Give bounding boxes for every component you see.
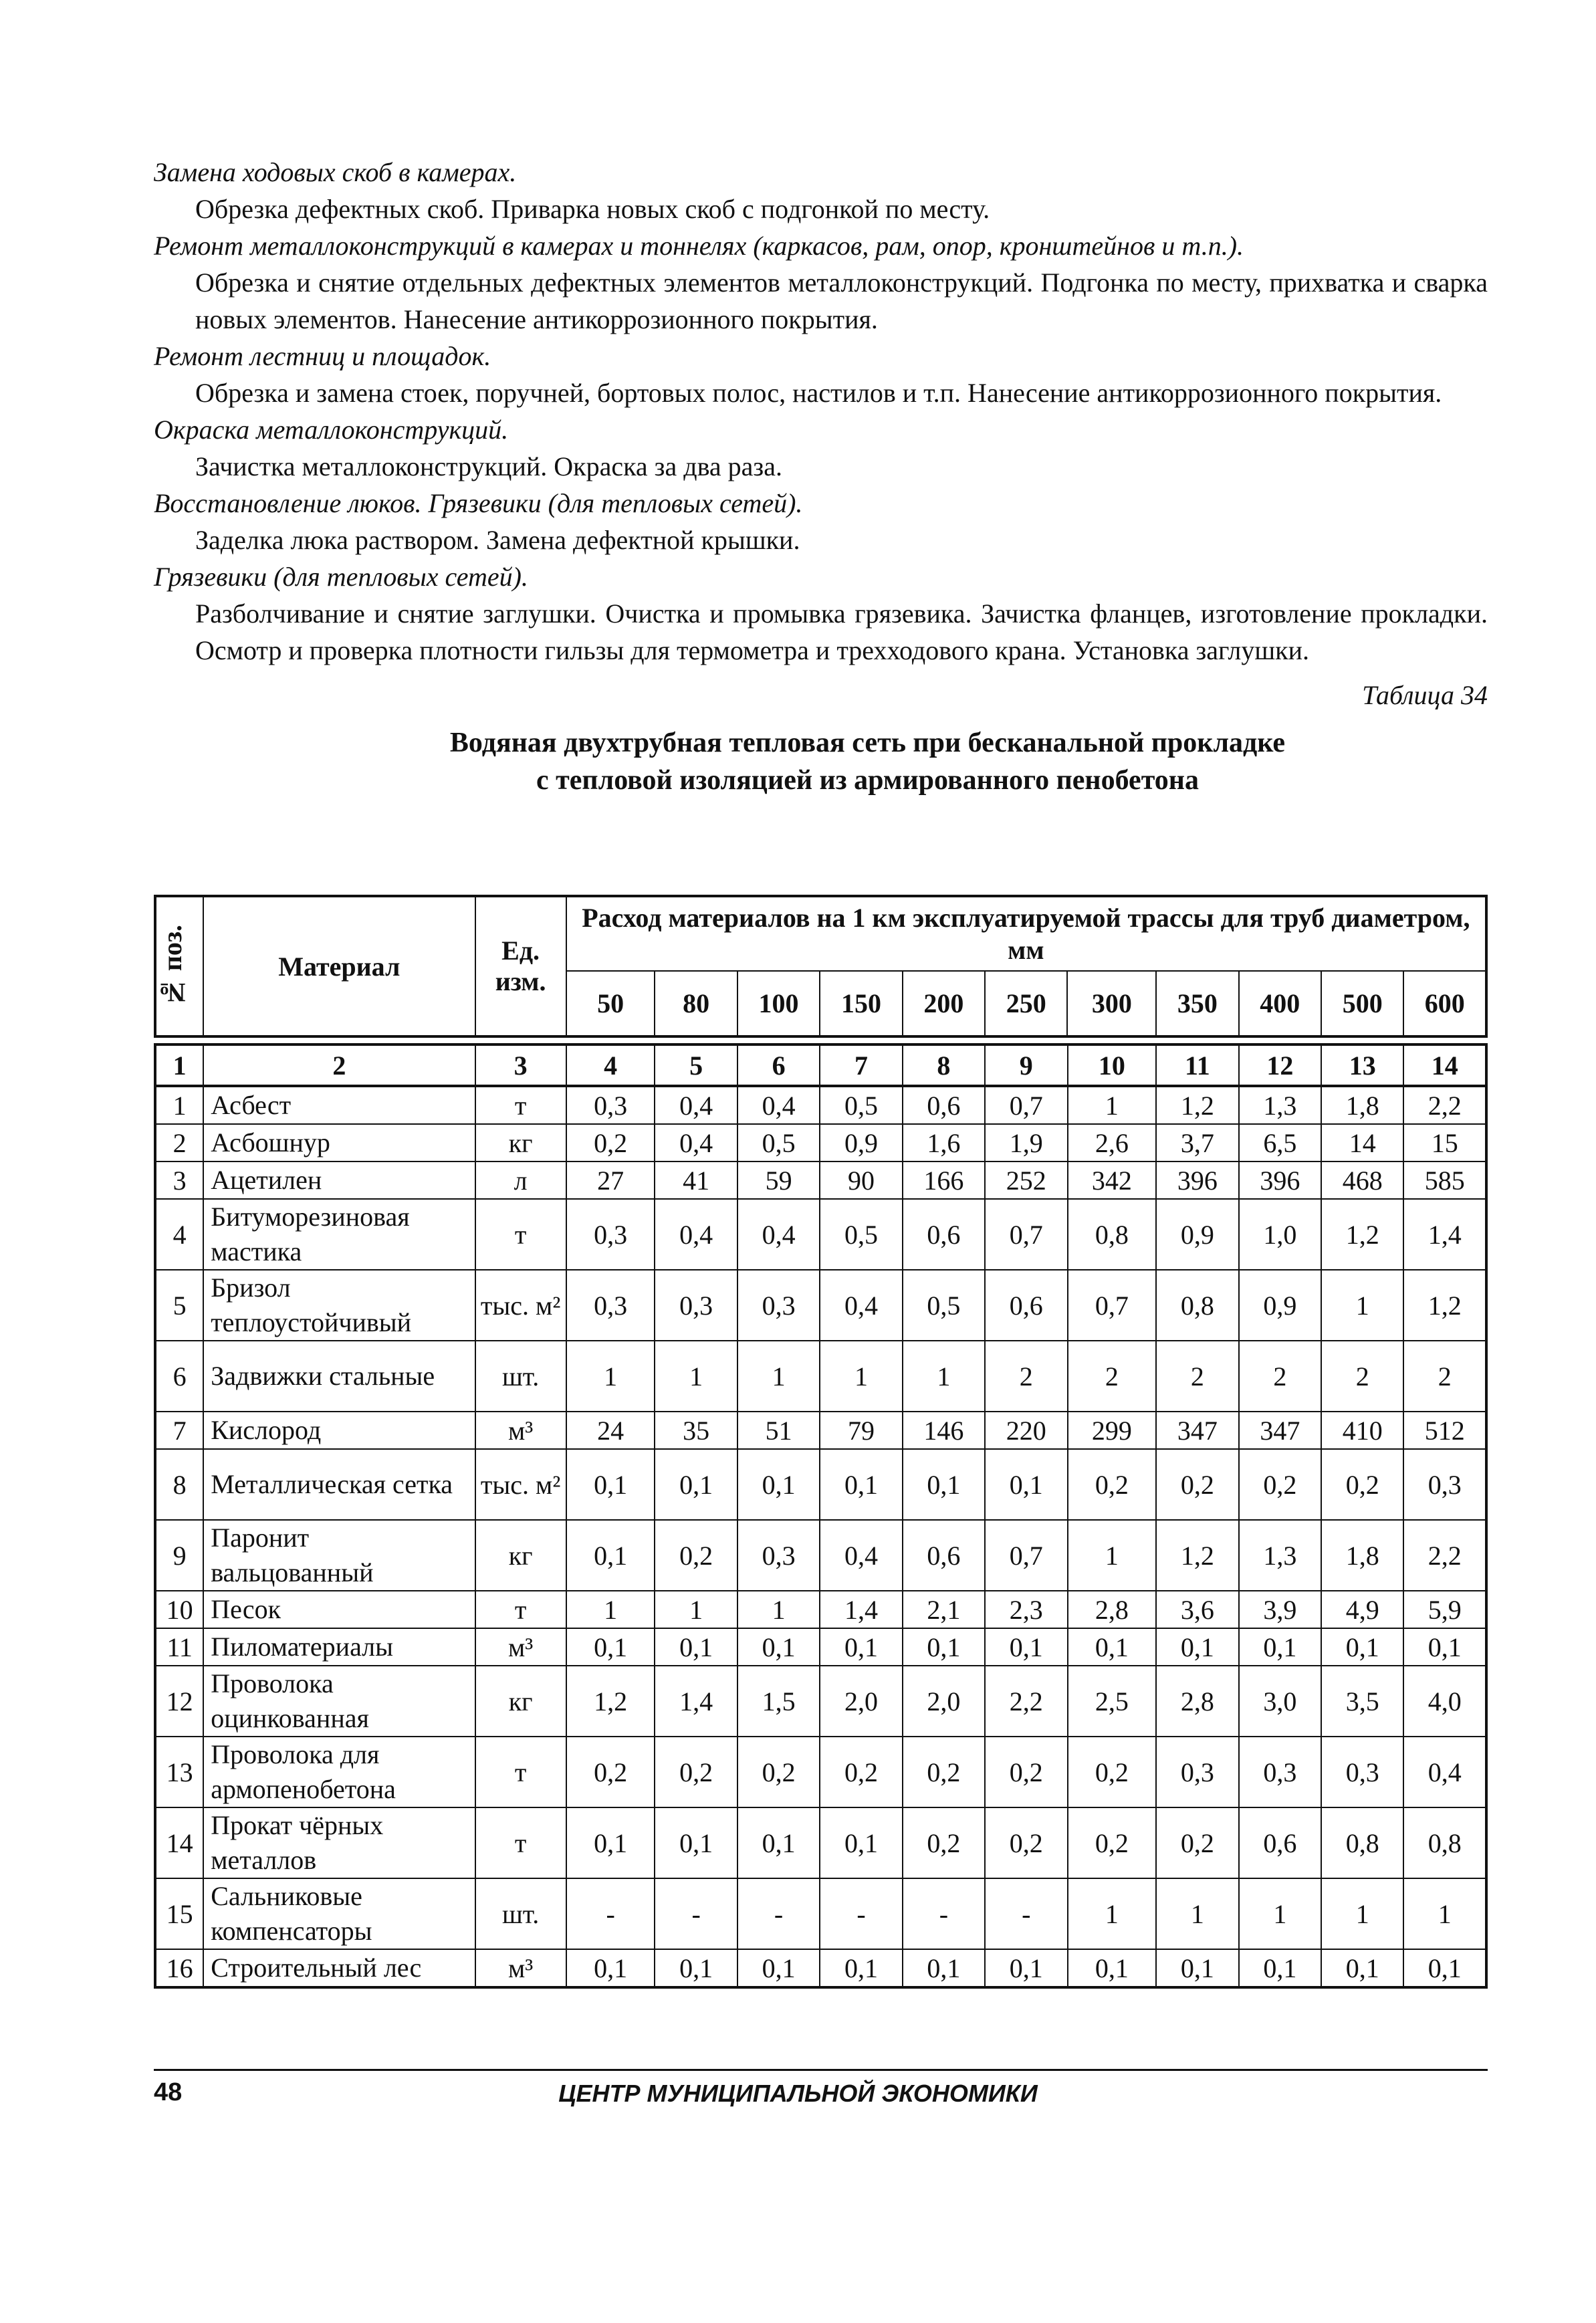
row-value: 0,1: [903, 1449, 985, 1520]
row-value: 166: [903, 1162, 985, 1199]
row-value: 0,1: [1321, 1628, 1403, 1666]
row-position: 5: [155, 1270, 203, 1341]
table-row: [155, 1591, 1486, 1628]
table-header: [154, 895, 1488, 1038]
row-value: 0,1: [820, 1449, 902, 1520]
row-value: 1: [1321, 1878, 1403, 1949]
row-value: 2: [1403, 1341, 1486, 1412]
row-value: 1,6: [903, 1124, 985, 1162]
row-value: 0,1: [1321, 1949, 1403, 1987]
row-value: 0,3: [737, 1270, 820, 1341]
row-value: 1,4: [655, 1666, 737, 1737]
row-value: 0,3: [1156, 1737, 1238, 1807]
row-value: 41: [655, 1162, 737, 1199]
row-value: 0,3: [1403, 1449, 1486, 1520]
row-material: Строительный лес: [203, 1949, 475, 1987]
footer-divider: [154, 2069, 1488, 2071]
row-value: 2,6: [1068, 1124, 1157, 1162]
row-value: 1,0: [1239, 1199, 1321, 1270]
row-value: 0,8: [1321, 1807, 1403, 1878]
column-number: 6: [737, 1044, 820, 1086]
header-diameter: 400: [1239, 971, 1321, 1036]
row-position: 8: [155, 1449, 203, 1520]
row-value: -: [985, 1878, 1067, 1949]
row-value: 35: [655, 1412, 737, 1449]
row-value: 1,4: [1403, 1199, 1486, 1270]
row-value: 342: [1068, 1162, 1157, 1199]
table-row: [155, 1412, 1486, 1449]
header-consumption-group: Расход материалов на 1 км эксплуатируемой трассы для труб диаметром, мм: [566, 896, 1486, 971]
row-value: 1: [820, 1341, 902, 1412]
header-unit: Ед. изм.: [475, 896, 566, 1036]
row-value: 146: [903, 1412, 985, 1449]
row-value: -: [903, 1878, 985, 1949]
row-material: Задвижки стальные: [203, 1341, 475, 1412]
row-value: 0,1: [1403, 1628, 1486, 1666]
row-value: 0,2: [1068, 1807, 1157, 1878]
row-value: 252: [985, 1162, 1067, 1199]
row-value: 3,9: [1239, 1591, 1321, 1628]
row-material: Бризол теплоустойчивый: [203, 1270, 475, 1341]
header-position-number: № поз.: [155, 896, 203, 1036]
header-diameter: 150: [820, 971, 902, 1036]
row-value: 0,4: [737, 1199, 820, 1270]
row-value: 1,5: [737, 1666, 820, 1737]
row-value: 0,4: [737, 1086, 820, 1124]
row-position: 10: [155, 1591, 203, 1628]
row-unit: т: [475, 1199, 566, 1270]
row-value: 1: [1068, 1878, 1157, 1949]
row-value: -: [737, 1878, 820, 1949]
row-value: 0,1: [737, 1949, 820, 1987]
row-value: 0,1: [566, 1807, 655, 1878]
row-value: 0,1: [737, 1449, 820, 1520]
row-material: Песок: [203, 1591, 475, 1628]
row-value: 0,2: [1156, 1449, 1238, 1520]
row-value: 0,5: [820, 1199, 902, 1270]
row-value: 0,7: [985, 1520, 1067, 1591]
row-value: 0,2: [985, 1737, 1067, 1807]
row-unit: кг: [475, 1124, 566, 1162]
row-value: 0,1: [655, 1628, 737, 1666]
row-value: 220: [985, 1412, 1067, 1449]
row-unit: т: [475, 1591, 566, 1628]
row-value: 0,6: [985, 1270, 1067, 1341]
header-diameter: 300: [1067, 971, 1156, 1036]
table-row: [155, 1270, 1486, 1341]
row-value: 2,8: [1068, 1591, 1157, 1628]
row-value: 0,2: [566, 1124, 655, 1162]
row-value: 0,1: [903, 1628, 985, 1666]
row-value: 1: [903, 1341, 985, 1412]
row-value: 3,5: [1321, 1666, 1403, 1737]
row-value: 0,1: [566, 1449, 655, 1520]
row-value: 59: [737, 1162, 820, 1199]
row-value: 1: [1239, 1878, 1321, 1949]
row-value: 0,5: [737, 1124, 820, 1162]
table-row: [155, 1949, 1486, 1987]
row-value: 0,8: [1403, 1807, 1486, 1878]
column-number: 8: [903, 1044, 985, 1086]
row-value: 0,1: [655, 1949, 737, 1987]
row-unit: тыс. м²: [475, 1270, 566, 1341]
section-heading: Грязевики (для тепловых сетей).: [154, 562, 528, 592]
row-value: 1,8: [1321, 1086, 1403, 1124]
row-value: 0,2: [566, 1737, 655, 1807]
row-material: Ацетилен: [203, 1162, 475, 1199]
column-number: 10: [1068, 1044, 1157, 1086]
row-position: 12: [155, 1666, 203, 1737]
row-position: 3: [155, 1162, 203, 1199]
row-value: 3,6: [1156, 1591, 1238, 1628]
table-title-line-1: Водяная двухтрубная тепловая сеть при бесканальной прокладке: [449, 728, 1286, 758]
row-value: 3,0: [1239, 1666, 1321, 1737]
row-value: 0,3: [566, 1199, 655, 1270]
row-position: 7: [155, 1412, 203, 1449]
column-number: 9: [985, 1044, 1067, 1086]
row-value: 0,1: [655, 1449, 737, 1520]
column-number: 1: [155, 1044, 203, 1086]
header-diameter: 250: [985, 971, 1067, 1036]
row-value: 0,8: [1068, 1199, 1157, 1270]
row-value: 2: [1156, 1341, 1238, 1412]
row-value: 0,2: [1239, 1449, 1321, 1520]
row-position: 14: [155, 1807, 203, 1878]
row-value: 51: [737, 1412, 820, 1449]
row-value: 0,1: [1239, 1628, 1321, 1666]
row-value: 4,0: [1403, 1666, 1486, 1737]
row-value: 0,1: [566, 1520, 655, 1591]
row-value: 0,3: [1321, 1737, 1403, 1807]
row-value: 347: [1156, 1412, 1238, 1449]
row-value: 0,2: [1068, 1449, 1157, 1520]
row-value: 0,4: [820, 1270, 902, 1341]
row-value: 15: [1403, 1124, 1486, 1162]
row-value: 0,2: [737, 1737, 820, 1807]
table-row: [155, 1162, 1486, 1199]
table-row: [155, 1520, 1486, 1591]
row-value: 1,4: [820, 1591, 902, 1628]
row-unit: тыс. м²: [475, 1449, 566, 1520]
row-value: 0,1: [566, 1628, 655, 1666]
row-position: 9: [155, 1520, 203, 1591]
column-number: 2: [203, 1044, 475, 1086]
row-value: 0,1: [985, 1949, 1067, 1987]
row-value: 2,2: [985, 1666, 1067, 1737]
row-value: 90: [820, 1162, 902, 1199]
row-position: 1: [155, 1086, 203, 1124]
row-position: 11: [155, 1628, 203, 1666]
row-value: 1,3: [1239, 1520, 1321, 1591]
row-unit: кг: [475, 1520, 566, 1591]
table-row: [155, 1449, 1486, 1520]
row-value: 2: [1068, 1341, 1157, 1412]
row-value: 2,0: [820, 1666, 902, 1737]
row-material: Проволока для армопенобетона: [203, 1737, 475, 1807]
row-value: 347: [1239, 1412, 1321, 1449]
header-diameter: 600: [1403, 971, 1486, 1036]
row-material: Асбошнур: [203, 1124, 475, 1162]
row-value: 0,1: [1068, 1628, 1157, 1666]
row-value: 2,2: [1403, 1086, 1486, 1124]
row-value: 0,5: [903, 1270, 985, 1341]
row-value: 0,3: [1239, 1737, 1321, 1807]
row-value: 27: [566, 1162, 655, 1199]
row-material: Паронит вальцованный: [203, 1520, 475, 1591]
row-value: 6,5: [1239, 1124, 1321, 1162]
row-material: Сальниковые компенсаторы: [203, 1878, 475, 1949]
row-unit: м³: [475, 1628, 566, 1666]
header-diameter: 100: [737, 971, 820, 1036]
row-value: 585: [1403, 1162, 1486, 1199]
row-value: 0,1: [566, 1949, 655, 1987]
row-value: 0,2: [655, 1520, 737, 1591]
row-value: -: [655, 1878, 737, 1949]
row-value: 1: [1068, 1520, 1157, 1591]
row-value: 0,3: [566, 1270, 655, 1341]
row-value: 1,3: [1239, 1086, 1321, 1124]
materials-table: [154, 1043, 1488, 1989]
row-value: 2,3: [985, 1591, 1067, 1628]
table-caption: Таблица 34: [1362, 680, 1488, 710]
row-value: 14: [1321, 1124, 1403, 1162]
row-value: 0,4: [655, 1199, 737, 1270]
row-material: Асбест: [203, 1086, 475, 1124]
column-number-row: [155, 1044, 1486, 1086]
header-material: Материал: [203, 896, 475, 1036]
row-value: 0,5: [820, 1086, 902, 1124]
row-value: 0,7: [1068, 1270, 1157, 1341]
row-value: 0,1: [1068, 1949, 1157, 1987]
section-heading: Ремонт лестниц и площадок.: [154, 341, 491, 371]
row-value: 1: [1156, 1878, 1238, 1949]
row-value: 2: [1239, 1341, 1321, 1412]
row-material: Металлическая сетка: [203, 1449, 475, 1520]
column-number: 14: [1403, 1044, 1486, 1086]
row-value: 0,2: [820, 1737, 902, 1807]
row-value: 2,1: [903, 1591, 985, 1628]
row-material: Пиломатериалы: [203, 1628, 475, 1666]
row-value: 1,2: [1156, 1086, 1238, 1124]
row-position: 4: [155, 1199, 203, 1270]
table-row: [155, 1628, 1486, 1666]
row-value: -: [820, 1878, 902, 1949]
row-value: 1: [655, 1591, 737, 1628]
row-material: Кислород: [203, 1412, 475, 1449]
section-body: Заделка люка раствором. Замена дефектной крышки.: [195, 525, 800, 555]
row-value: 1,8: [1321, 1520, 1403, 1591]
row-value: 0,3: [655, 1270, 737, 1341]
row-value: 1: [1321, 1270, 1403, 1341]
row-value: 0,6: [903, 1520, 985, 1591]
section-heading: Замена ходовых скоб в камерах.: [154, 157, 517, 187]
table-row: [155, 1807, 1486, 1878]
row-value: 0,9: [1239, 1270, 1321, 1341]
row-value: 2: [985, 1341, 1067, 1412]
row-value: 0,3: [566, 1086, 655, 1124]
row-unit: т: [475, 1086, 566, 1124]
row-value: 0,1: [1403, 1949, 1486, 1987]
row-position: 13: [155, 1737, 203, 1807]
column-number: 13: [1321, 1044, 1403, 1086]
row-unit: т: [475, 1807, 566, 1878]
row-unit: кг: [475, 1666, 566, 1737]
section-body: Обрезка и снятие отдельных дефектных элементов металлоконструкций. Подгонка по месту, прихватка и сварка новых элементов. Нанесение антикоррозионного покрытия.: [195, 267, 1488, 334]
row-value: 0,6: [1239, 1807, 1321, 1878]
table-title-line-2: с тепловой изоляцией из армированного пенобетона: [536, 765, 1199, 796]
row-value: 0,9: [1156, 1199, 1238, 1270]
column-number: 12: [1239, 1044, 1321, 1086]
row-value: 299: [1068, 1412, 1157, 1449]
table-row: [155, 1124, 1486, 1162]
row-value: 0,2: [655, 1737, 737, 1807]
table-title: [154, 724, 1488, 799]
row-value: 0,1: [1156, 1628, 1238, 1666]
row-value: 0,7: [985, 1086, 1067, 1124]
row-value: 0,7: [985, 1199, 1067, 1270]
row-value: 0,2: [985, 1807, 1067, 1878]
table-row: [155, 1666, 1486, 1737]
row-value: 396: [1239, 1162, 1321, 1199]
row-material: Проволока оцинкованная: [203, 1666, 475, 1737]
table-row: [155, 1086, 1486, 1124]
header-diameter: 50: [566, 971, 655, 1036]
row-value: 1: [566, 1341, 655, 1412]
section-heading: Ремонт металлоконструкций в камерах и тоннелях (каркасов, рам, опор, кронштейнов и т.п.).: [154, 231, 1244, 261]
header-diameter: 350: [1156, 971, 1238, 1036]
row-value: 0,1: [903, 1949, 985, 1987]
row-value: 0,1: [737, 1807, 820, 1878]
row-value: 0,1: [820, 1628, 902, 1666]
row-value: 1: [1068, 1086, 1157, 1124]
row-value: 2,2: [1403, 1520, 1486, 1591]
row-value: 0,3: [737, 1520, 820, 1591]
row-value: 0,6: [903, 1199, 985, 1270]
row-material: Битуморезиновая мастика: [203, 1199, 475, 1270]
row-value: 5,9: [1403, 1591, 1486, 1628]
row-value: 0,1: [985, 1628, 1067, 1666]
row-value: 2,0: [903, 1666, 985, 1737]
row-value: 1: [737, 1591, 820, 1628]
page-number: 48: [154, 2078, 183, 2106]
row-position: 6: [155, 1341, 203, 1412]
row-value: 0,4: [820, 1520, 902, 1591]
row-value: 1: [566, 1591, 655, 1628]
row-value: 2: [1321, 1341, 1403, 1412]
row-value: 1,2: [1403, 1270, 1486, 1341]
row-unit: шт.: [475, 1878, 566, 1949]
table-row: [155, 1341, 1486, 1412]
row-value: 0,9: [820, 1124, 902, 1162]
row-value: 0,2: [1156, 1807, 1238, 1878]
row-material: Прокат чёрных металлов: [203, 1807, 475, 1878]
section-heading: Восстановление люков. Грязевики (для тепловых сетей).: [154, 488, 803, 518]
row-unit: л: [475, 1162, 566, 1199]
row-value: 0,2: [1321, 1449, 1403, 1520]
row-value: 0,1: [655, 1807, 737, 1878]
section-heading: Окраска металлоконструкций.: [154, 415, 509, 445]
row-unit: шт.: [475, 1341, 566, 1412]
header-diameter: 200: [903, 971, 985, 1036]
row-value: 0,6: [903, 1086, 985, 1124]
row-value: 1: [737, 1341, 820, 1412]
row-value: 1,2: [1156, 1520, 1238, 1591]
row-value: 0,4: [655, 1124, 737, 1162]
footer-organization: ЦЕНТР МУНИЦИПАЛЬНОЙ ЭКОНОМИКИ: [558, 2080, 1038, 2107]
page-content: [154, 154, 1488, 1983]
row-position: 16: [155, 1949, 203, 1987]
column-number: 7: [820, 1044, 902, 1086]
row-value: 0,1: [1156, 1949, 1238, 1987]
row-value: 1: [1403, 1878, 1486, 1949]
column-number: 3: [475, 1044, 566, 1086]
row-value: 0,8: [1156, 1270, 1238, 1341]
row-value: 0,2: [903, 1807, 985, 1878]
row-value: 0,1: [737, 1628, 820, 1666]
row-value: 410: [1321, 1412, 1403, 1449]
row-value: 0,4: [655, 1086, 737, 1124]
header-diameter: 80: [655, 971, 737, 1036]
row-value: 79: [820, 1412, 902, 1449]
table-row: [155, 1878, 1486, 1949]
row-value: 396: [1156, 1162, 1238, 1199]
section-body: Зачистка металлоконструкций. Окраска за два раза.: [195, 451, 782, 481]
row-value: 1: [655, 1341, 737, 1412]
row-unit: м³: [475, 1949, 566, 1987]
section-body: Обрезка дефектных скоб. Приварка новых скоб с подгонкой по месту.: [195, 194, 990, 224]
row-value: 24: [566, 1412, 655, 1449]
header-diameter: 500: [1321, 971, 1403, 1036]
row-value: 3,7: [1156, 1124, 1238, 1162]
row-value: 0,1: [820, 1949, 902, 1987]
table-row: [155, 1737, 1486, 1807]
row-value: 0,2: [1068, 1737, 1157, 1807]
row-unit: т: [475, 1737, 566, 1807]
column-number: 5: [655, 1044, 737, 1086]
row-value: 0,1: [820, 1807, 902, 1878]
column-number: 4: [566, 1044, 655, 1086]
section-body: Разболчивание и снятие заглушки. Очистка и промывка грязевика. Зачистка фланцев, изготовление прокладки. Осмотр и проверка плотности гильзы для термометра и трехходового крана. Установка заглушки.: [195, 598, 1488, 665]
row-value: 468: [1321, 1162, 1403, 1199]
row-value: 0,1: [1239, 1949, 1321, 1987]
row-position: 15: [155, 1878, 203, 1949]
row-position: 2: [155, 1124, 203, 1162]
row-value: -: [566, 1878, 655, 1949]
row-unit: м³: [475, 1412, 566, 1449]
row-value: 2,8: [1156, 1666, 1238, 1737]
row-value: 0,1: [985, 1449, 1067, 1520]
row-value: 512: [1403, 1412, 1486, 1449]
table-row: [155, 1199, 1486, 1270]
column-number: 11: [1156, 1044, 1238, 1086]
row-value: 1,9: [985, 1124, 1067, 1162]
row-value: 1,2: [566, 1666, 655, 1737]
row-value: 2,5: [1068, 1666, 1157, 1737]
row-value: 0,4: [1403, 1737, 1486, 1807]
row-value: 1,2: [1321, 1199, 1403, 1270]
text-section: [154, 154, 1488, 669]
section-body: Обрезка и замена стоек, поручней, бортовых полос, настилов и т.п. Нанесение антикоррозионного покрытия.: [195, 378, 1442, 408]
row-value: 4,9: [1321, 1591, 1403, 1628]
row-value: 0,2: [903, 1737, 985, 1807]
